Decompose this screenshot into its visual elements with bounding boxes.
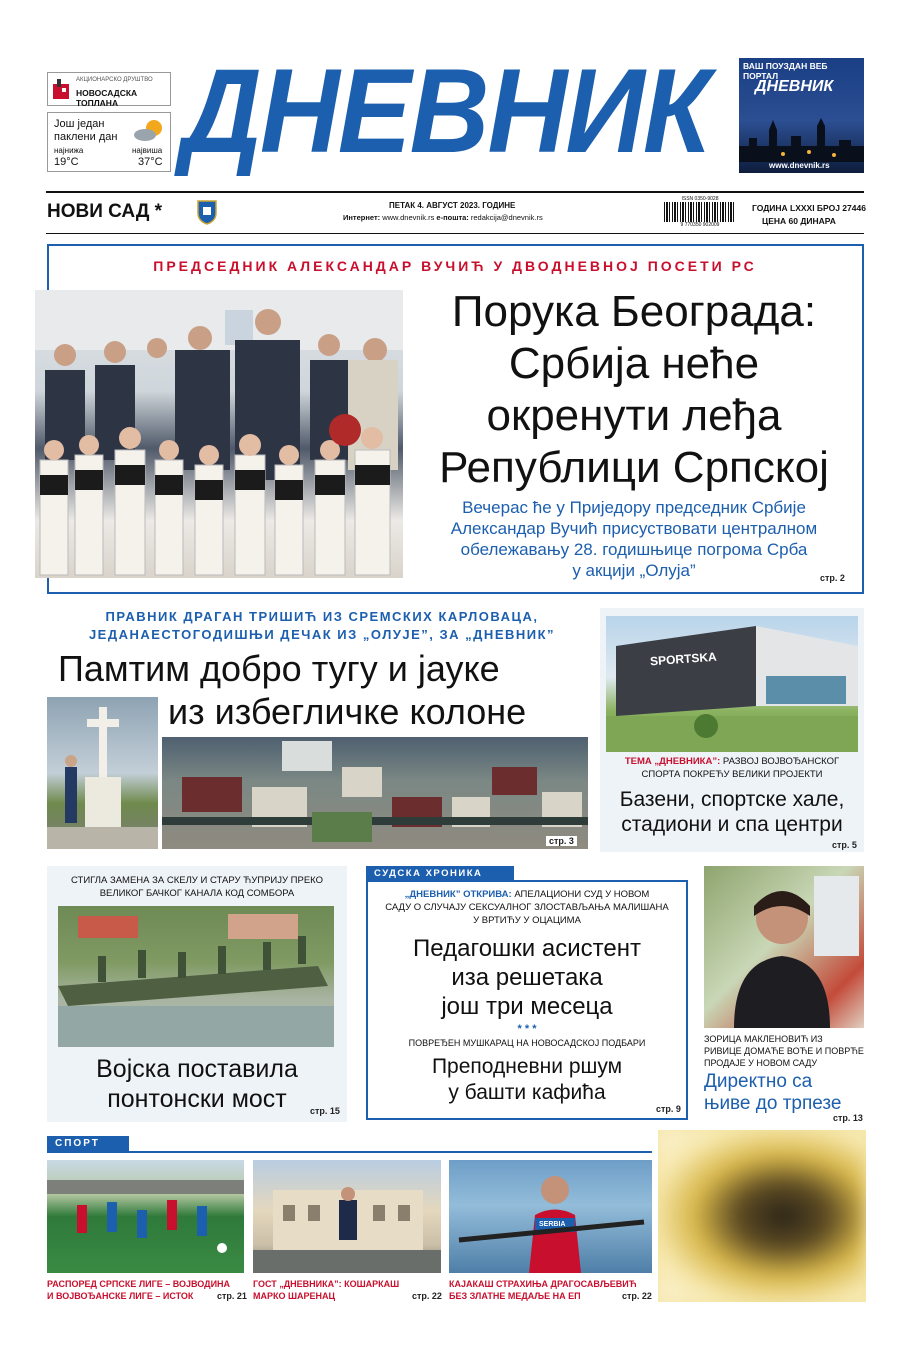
court-page-ref[interactable]: стр. 9: [656, 1104, 681, 1114]
farm-kicker[interactable]: [704, 1033, 864, 1069]
masthead-top-rule: [46, 191, 864, 193]
court-sub-kicker[interactable]: ПОВРЕЂЕН МУШКАРАЦ НА НОВОСАДСКОЈ ПОДБАРИ: [408, 1038, 646, 1048]
sport-item-3-page-ref[interactable]: стр. 22: [622, 1291, 652, 1301]
sport-item-3-line-1: КАЈАКАШ СТРАХИЊА ДРАГОСАВЉЕВИЋ: [449, 1279, 637, 1289]
sponsor-name: НОВОСАДСКА ТОПЛАНА: [76, 88, 138, 108]
sport-item-1-page-ref[interactable]: стр. 21: [217, 1291, 247, 1301]
farm-headline-line-1: Директно са: [704, 1071, 813, 1092]
sport-promo-kicker-line-2: СПОРТА ПОКРЕЋУ ВЕЛИКИ ПРОЈЕКТИ: [641, 769, 823, 780]
lead-headline[interactable]: [410, 286, 858, 494]
sport-item-2-line-2: МАРКО ШАРЕНАЦ: [253, 1291, 336, 1301]
memorial-cross-photo: [47, 697, 158, 849]
jersey-text: SERBIA: [539, 1221, 566, 1228]
issue-date: ПЕТАК 4. АВГУСТ 2023. ГОДИНЕ: [389, 201, 516, 210]
bridge-headline[interactable]: [47, 1054, 347, 1114]
farm-kicker-line-3: ПРОДАЈЕ У НОВОМ САДУ: [704, 1058, 818, 1068]
farm-kicker-line-2: РИВИЦЕ ДОМАЋЕ ВОЋЕ И ПОВРЋЕ: [704, 1046, 864, 1056]
sport-item-2-page-ref[interactable]: стр. 22: [412, 1291, 442, 1301]
court-headline[interactable]: [370, 934, 684, 1021]
contact-line: [343, 213, 543, 222]
blurred-advertisement[interactable]: [658, 1130, 866, 1302]
bridge-headline-line-2: понтонски мост: [107, 1085, 287, 1113]
court-sub-headline[interactable]: [370, 1054, 684, 1106]
court-sub-headline-line-2: у башти кафића: [448, 1081, 606, 1104]
sport-promo-headline-line-2: стадиони и спа центри: [621, 813, 843, 836]
second-kicker[interactable]: [47, 608, 597, 644]
court-kicker-line-2: САДУ О СЛУЧАЈУ СЕКСУАЛНОГ ЗЛОСТАВЉАЊА МАЛИШАНА: [385, 902, 669, 913]
bridge-kicker[interactable]: [50, 874, 344, 900]
vehicles-column-icon: [162, 737, 588, 849]
court-kicker-bold: „ДНЕВНИК” ОТКРИВА:: [404, 889, 512, 900]
lead-deck-line-1: Вечерас ће у Приједору председник Србије: [462, 498, 806, 517]
issn-label: ISSN 0350-9028: [681, 196, 719, 202]
court-sub-headline-line-1: Преподневни ршум: [431, 1055, 623, 1078]
portal-logo: ДНЕВНИК: [755, 78, 834, 95]
weather-min: 19°C: [54, 156, 79, 168]
portal-url[interactable]: www.dnevnik.rs: [769, 161, 830, 170]
farmer-woman-icon: [704, 866, 864, 1028]
sport-promo-headline[interactable]: [600, 787, 864, 837]
sports-hall-render: [606, 616, 858, 752]
lead-headline-line-2: Србија неће: [508, 339, 760, 388]
lead-kicker[interactable]: ПРЕДСЕДНИК АЛЕКСАНДАР ВУЧИЋ У ДВОДНЕВНОЈ ПОСЕТИ РС: [153, 258, 757, 274]
farmer-portrait-photo: [704, 866, 864, 1028]
sport-promo-kicker-line-1: [603, 755, 861, 768]
building-player-icon: [253, 1160, 441, 1273]
kayak-photo: [449, 1160, 652, 1273]
second-kicker-line-1: ПРАВНИК ДРАГАН ТРИШИЋ ИЗ СРЕМСКИХ КАРЛОВАЦА,: [105, 609, 539, 624]
lead-photo: [35, 290, 403, 578]
football-players-icon: [47, 1160, 244, 1273]
weather-min-label: најнижа: [54, 146, 84, 155]
barcode-bars-icon: [664, 202, 736, 222]
pontoon-bridge-photo: [58, 906, 334, 1047]
sport-promo-headline-line-1: Базени, спортске хале,: [619, 788, 845, 811]
court-headline-line-3: још три месеца: [441, 993, 613, 1020]
court-kicker-rest: АПЕЛАЦИОНИ СУД У НОВОМ: [514, 889, 650, 900]
refugee-column-photo: [162, 737, 588, 849]
sponsor-top: АКЦИОНАРСКО ДРУШТВО: [76, 77, 153, 83]
sport-item-1-line-1: РАСПОРЕД СРПСКЕ ЛИГЕ – ВОЈВОДИНА: [47, 1279, 231, 1289]
second-headline-line-2[interactable]: из избегличке колоне: [168, 691, 527, 732]
sponsor-box: [47, 72, 171, 106]
memorial-cross-icon: [47, 697, 158, 849]
lead-deck: [410, 497, 858, 581]
sport-item-2-line-1: ГОСТ „ДНЕВНИКА”: КОШАРКАШ: [253, 1279, 400, 1289]
farm-kicker-line-1: ЗОРИЦА МАКЛЕНОВИЋ ИЗ: [704, 1034, 823, 1044]
weather-box: [47, 112, 171, 172]
lead-deck-line-4: у акцији „Олуја”: [572, 561, 696, 580]
court-kicker-line-3: У ВРТИЋУ У ОЦАЦИМА: [473, 915, 581, 926]
weather-max: 37°C: [138, 156, 163, 168]
crowd-children-icon: [35, 290, 403, 578]
court-separator: * * *: [517, 1023, 537, 1035]
sport-promo-kicker-bold: ТЕМА „ДНЕВНИКА”:: [624, 756, 721, 767]
blurred-ad-shape: [658, 1130, 866, 1302]
barcode-number: 9 770350 902009: [680, 222, 720, 228]
farm-headline[interactable]: [704, 1071, 864, 1115]
issue-price: ЦЕНА 60 ДИНАРА: [762, 216, 836, 226]
second-kicker-line-2: ЈЕДАНАЕСТОГОДИШЊИ ДЕЧАК ИЗ „ОЛУЈЕ”, ЗА „ДНЕВНИК”: [88, 627, 556, 642]
court-kicker-line-1: [372, 888, 682, 901]
weather-line1: Још један: [54, 118, 105, 130]
sport-promo-kicker-rest: РАЗВОЈ ВОЈВОЂАНСКОГ: [722, 756, 840, 767]
bridge-headline-line-1: Војска поставила: [96, 1055, 298, 1083]
basketball-player-photo: [253, 1160, 441, 1273]
masthead-bottom-rule: [46, 233, 864, 234]
city-crest-icon: [196, 199, 218, 225]
lead-headline-line-1: Порука Београда:: [451, 287, 817, 336]
sponsor-logo-icon: [52, 78, 70, 100]
city-label: НОВИ САД *: [47, 201, 163, 222]
render-sign: SPORTSKA: [649, 649, 718, 669]
internet-value[interactable]: www.dnevnik.rs: [382, 213, 435, 222]
weather-line2: паклени дан: [54, 131, 118, 143]
court-section-tag[interactable]: СУДСКА ХРОНИКА: [366, 866, 514, 881]
pontoon-soldiers-icon: [58, 906, 334, 1047]
lead-headline-line-4: Републици Српској: [439, 443, 829, 492]
court-headline-line-1: Педагошки асистент: [413, 935, 641, 962]
newspaper-logo: ДНЕВНИК: [182, 44, 709, 178]
sun-cloud-icon: [132, 117, 168, 143]
sport-section-tag[interactable]: СПОРТ: [47, 1136, 129, 1151]
kayaker-icon: [449, 1160, 652, 1273]
farm-headline-line-2: њиве до трпезе: [704, 1093, 842, 1114]
football-photo: [47, 1160, 244, 1273]
lead-deck-line-2: Александар Вучић присуствовати централном: [450, 519, 818, 538]
farm-page-ref[interactable]: стр. 13: [833, 1113, 863, 1123]
sport-item-3-line-2: БЕЗ ЗЛАТНЕ МЕДАЉЕ НА ЕП: [449, 1291, 581, 1301]
portal-tagline: ВАШ ПОУЗДАН ВЕБ ПОРТАЛ: [743, 61, 828, 81]
court-kicker[interactable]: [372, 888, 682, 927]
sport-item-1-line-2: И ВОЈВОЂАНСКЕ ЛИГЕ – ИСТОК: [47, 1291, 194, 1301]
second-headline-line-1[interactable]: Памтим добро тугу и јауке: [58, 648, 500, 689]
city-skyline-icon: [739, 116, 864, 162]
bridge-page-ref[interactable]: стр. 15: [310, 1106, 340, 1116]
email-label: е-пошта:: [436, 213, 469, 222]
barcode: [664, 196, 736, 232]
internet-label: Интернет:: [343, 213, 381, 222]
sport-promo-kicker[interactable]: [603, 755, 861, 781]
bridge-kicker-line-1: СТИГЛА ЗАМЕНА ЗА СКЕЛУ И СТАРУ ЋУПРИЈУ ПРЕКО: [70, 875, 324, 886]
portal-ad[interactable]: [739, 58, 864, 173]
sports-building-icon: [606, 616, 858, 752]
lead-page-ref[interactable]: стр. 2: [820, 573, 845, 583]
second-page-ref[interactable]: стр. 3: [546, 836, 577, 846]
sport-section-rule: [47, 1151, 652, 1153]
sport-promo-page-ref[interactable]: стр. 5: [832, 840, 857, 850]
lead-deck-line-3: обележавању 28. годишњице погрома Срба: [460, 540, 808, 559]
issue-number: ГОДИНА LXXXI БРОЈ 27446: [752, 203, 866, 213]
email-value[interactable]: redakcija@dnevnik.rs: [470, 213, 543, 222]
weather-max-label: највиша: [132, 146, 163, 155]
bridge-kicker-line-2: ВЕЛИКОГ БАЧКОГ КАНАЛА КОД СОМБОРА: [99, 888, 295, 899]
court-headline-line-2: иза решетака: [451, 964, 603, 991]
lead-headline-line-3: окренути леђа: [486, 391, 782, 440]
